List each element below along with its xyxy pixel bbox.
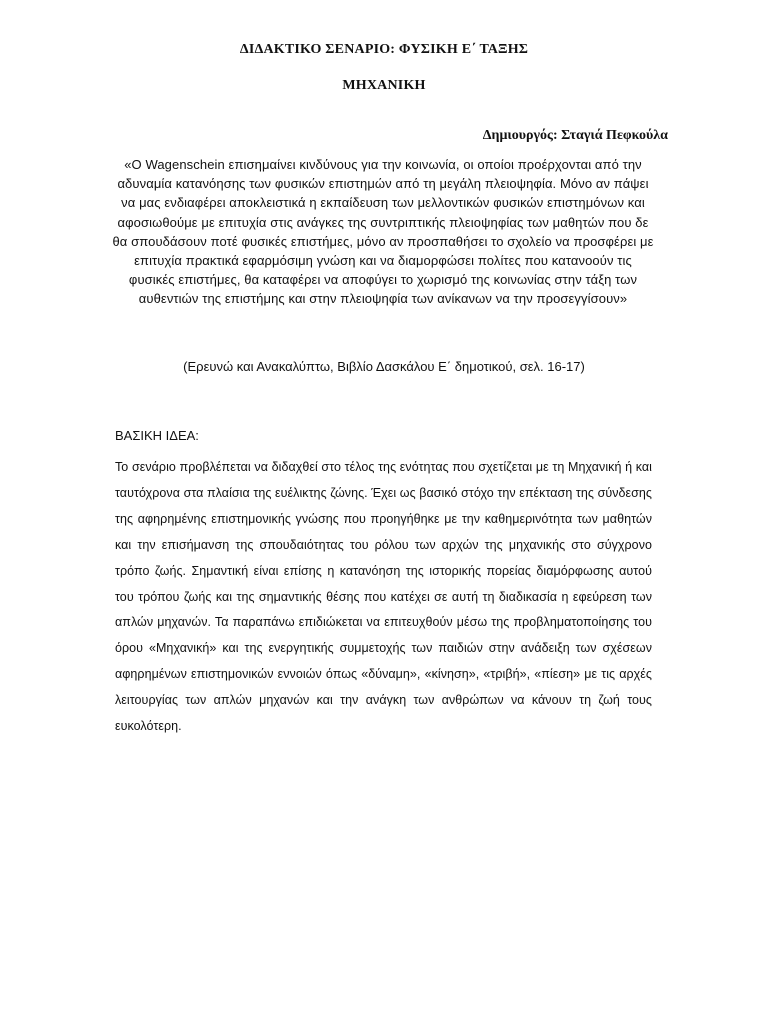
section-heading: ΒΑΣΙΚΗ ΙΔΕΑ: [115, 428, 199, 443]
body-paragraph: Το σενάριο προβλέπεται να διδαχθεί στο τέλος της ενότητας που σχετίζεται με τη Μηχανική ή και ταυτόχρονα στα πλαίσια της ευέλικτης ζώνης. Έχει ως βασικό στόχο την επέκταση της σύνδεσης της αφηρημένης επιστημονικής γνώσης που προηγήθηκε με την καθημερινότητα των μαθητών και την επισήμανση της σπουδαιότητας του ρόλου των αρχών της μηχανικής στο σύγχρονο τρόπο ζωής. Σημαντική είναι επίσης η κατανόηση της ιστορικής πορείας διαμόρφωσης αυτού του τρόπου ζωής και της σημαντικής θέσης που κατέχει σε αυτή τη διαδικασία η εφεύρεση των απλών μηχανών. Τα παραπάνω επιδιώκεται να επιτευχθούν μέσω της προβληματοποίησης του όρου «Μηχανική» και της ενεργητικής συμμετοχής των παιδιών στην ανάδειξη των σχέσεων αφηρημένων επιστημονικών εννοιών όπως «δύναμη», «κίνηση», «τριβή», «πίεση» με τις αρχές λειτουργίας των απλών μηχανών και την ανάγκη των ανθρώπων να κάνουν τη ζωή τους ευκολότερη. [115, 460, 652, 734]
document-subtitle: ΜΗΧΑΝΙΚΗ [342, 78, 426, 93]
quote-citation: (Ερευνώ και Ανακαλύπτω, Βιβλίο Δασκάλου Ε΄ δημοτικού, σελ. 16-17) [183, 359, 585, 374]
document-title: ΔΙΔΑΚΤΙΚΟ ΣΕΝΑΡΙΟ: ΦΥΣΙΚΗ Ε΄ ΤΑΞΗΣ [239, 42, 529, 57]
epigraph-quote: «Ο Wagenschein επισημαίνει κινδύνους για την κοινωνία, οι οποίοι προέρχονται από την αδυναμία κατανόησης των φυσικών επιστημών από τη μεγάλη πλειοψηφία. Μόνο αν πάψει να μας ενδιαφέρει αποκλειστικά η εκπαίδευση των μελλοντικών φυσικών επιστημόνων και αφοσιωθούμε με επιτυχία στις ανάγκες της συντριπτικής πλειοψηφίας των μαθητών που δε θα σπουδάσουν ποτέ φυσικές επιστήμες, μόνο αν προσπαθήσει το σχολείο να προσφέρει με επιτυχία πρακτικά εφαρμόσιμη γνώση και να διαμορφώσει πολίτες που κατανοούν τις φυσικές επιστήμες, θα καταφέρει να αποφύγει το χωρισμό της κοινωνίας στην τάξη των αυθεντιών της επιστήμης και στην πλειοψηφία των ανίκανων να την προσεγγίσουν» [112, 157, 654, 307]
author-line: Δημιουργός: Σταγιά Πεφκούλα [482, 128, 668, 143]
